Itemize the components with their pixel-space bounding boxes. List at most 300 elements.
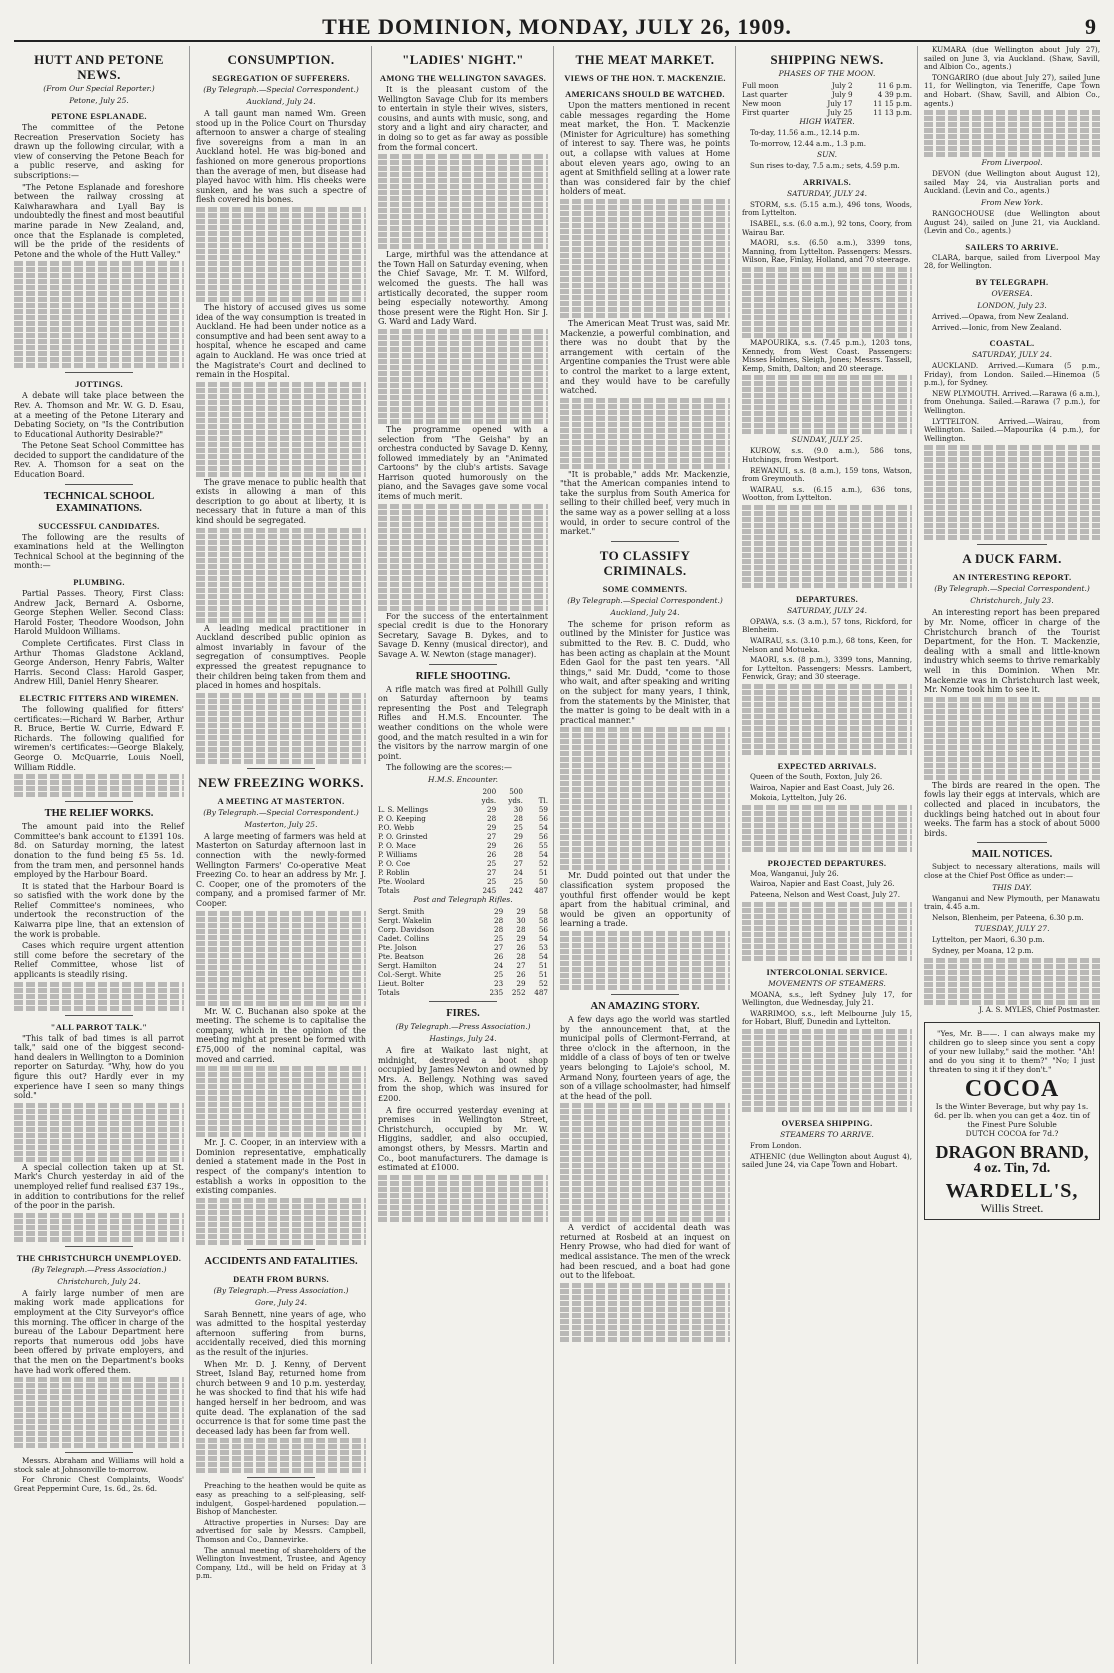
- row-value: 28: [487, 813, 497, 823]
- table-row: [378, 907, 548, 916]
- row-value: 26: [487, 849, 497, 859]
- table-row: [378, 823, 548, 832]
- row-label: P. O. Coe: [378, 858, 411, 868]
- article-paragraph: When Mr. D. J. Kenny, of Dervent Street, Island Bay, returned home from church between 9 and 10 p.m. yesterday, he was shocked to find that his wife had hanged herself in her bedroom, and was quite dead. The explanation of the sad occurrence is that for some time past the deceased lady has been far from well.: [196, 1359, 366, 1436]
- row-value: 26: [494, 951, 504, 961]
- masthead-title: THE DOMINION, MONDAY, JULY 26, 1909.: [322, 14, 792, 39]
- article-paragraph: The following are the results of examinations held at the Wellington Technical School at the beginning of the month:—: [14, 532, 184, 571]
- headline-relief-works: THE RELIEF WORKS.: [44, 808, 154, 820]
- dateline: Christchurch, July 23.: [970, 596, 1054, 606]
- row-value: 245: [482, 885, 497, 895]
- row-value: 29: [513, 831, 523, 841]
- section-heading: SUCCESSFUL CANDIDATES.: [38, 520, 160, 531]
- table-row: [378, 943, 548, 952]
- shipping-entry: Pateena, Nelson and West Coast, July 27.: [750, 890, 901, 899]
- subhead: (By Telegraph.—Special Correspondent.): [203, 807, 359, 817]
- row-label: Full moon: [742, 81, 779, 90]
- row-value: 27: [487, 831, 497, 841]
- scores-table-encounter: [378, 787, 548, 895]
- row-value: 200: [482, 786, 497, 796]
- row-value: 25: [487, 876, 497, 886]
- dateline: SATURDAY, JULY 24.: [786, 188, 868, 198]
- moon-heading: PHASES OF THE MOON.: [778, 69, 876, 78]
- shipping-entry: LYTTELTON. Arrived.—Wairau, from Wellington. Sailed.—Mapourika (4 p.m.), for Wellington.: [924, 416, 1100, 443]
- section-heading: SEGREGATION OF SUFFERERS.: [212, 73, 350, 83]
- shipping-entry: Moa, Wanganui, July 26.: [750, 868, 839, 878]
- dateline: SATURDAY, JULY 24.: [971, 350, 1053, 360]
- row-label: Col.-Sergt. White: [378, 969, 441, 979]
- notice: Messrs. Abraham and Williams will hold a stock sale at Johnsonville to-morrow.: [14, 1456, 184, 1474]
- article-paragraph: Mr. J. C. Cooper, in an interview with a Dominion representative, emphatically denied a statement made in the Post in respect of the company's intention to establish a works in opposition to the existing companies.: [196, 1138, 366, 1196]
- headline-parrot-talk: "ALL PARROT TALK.": [50, 1021, 148, 1032]
- notice: For Chronic Chest Complaints, Woods' Great Peppermint Cure, 1s. 6d., 2s. 6d.: [14, 1475, 184, 1493]
- article-paragraph: "The Petone Esplanade and foreshore between the railway crossing at Kaiwharawhara and Lyall Bay is undoubtedly the finest and most beautiful marine parade in New Zealand, and, once that the Esplanade is completed, will be the pride of the residents of Petone and the whole of the Hutt Valley.": [14, 182, 185, 259]
- row-value: July 9: [831, 90, 853, 99]
- row-value: 26: [513, 840, 523, 850]
- table-row: [378, 886, 548, 895]
- table-row: [378, 916, 548, 925]
- row-label: Sergt. Hamilton: [378, 960, 437, 970]
- ad-price: 4 oz. Tin, 7d.: [973, 1161, 1051, 1177]
- row-value: 54: [538, 933, 548, 943]
- dateline: Gore, July 24.: [254, 1297, 308, 1307]
- row-value: 25: [513, 876, 523, 886]
- article-paragraph: Partial Passes. Theory, First Class: Andrew Jack, Bernard A. Osborne, George Stephen Weller. Second Class: Harold Foster, Theodore Woodson, John Harold Muldoon Williams.: [14, 589, 184, 637]
- column-2: [196, 46, 372, 1664]
- article-paragraph: The annual meeting of shareholders of the Wellington Investment, Trustee, and Agency Company, Ltd., will be held on Friday at 3 p.m.: [196, 1545, 366, 1581]
- high-water-tomorrow: To-morrow, 12.44 a.m., 1.3 p.m.: [750, 138, 867, 148]
- article-paragraph: A fairly large number of men are making work made applications for employment at the City Surveyor's office this morning. The officer in charge of the bureau of the Labour Department here reports that numerous odd jobs have been offered by private employers, and that the men on the Department's books have had work offered them.: [14, 1288, 184, 1375]
- row-value: 25: [494, 933, 504, 943]
- row-label: [378, 796, 469, 805]
- section-heading: OVERSEA SHIPPING.: [781, 1117, 873, 1128]
- mail-entry: Lyttelton, per Maori, 6.30 p.m.: [932, 935, 1045, 945]
- article-paragraph: A fire occurred yesterday evening at premises in Wellington Street, Christchurch, occupied by Mr. W. Higgins, saddler, and also occupied, amongst others, by Messrs. Martin and Co., boot manufacturers. The damage is estimated at £1000.: [378, 1105, 548, 1173]
- table-row: [378, 796, 548, 805]
- row-value: 27: [487, 867, 497, 877]
- row-label: Lieut. Bolter: [378, 978, 424, 988]
- section-heading: DEATH FROM BURNS.: [233, 1273, 329, 1284]
- row-label: P. O. Keeping: [378, 813, 426, 823]
- table-row: [378, 868, 548, 877]
- shipping-entry: Arrived.—Opawa, from New Zealand.: [932, 311, 1069, 321]
- table-title: Post and Telegraph Rifles.: [413, 894, 513, 904]
- article-paragraph: A leading medical practitioner in Auckland described public opinion as almost invariably in favour of the segregation of consumptives. People expressed the greatest repugnance to their children being taken from them and placed in homes and hospitals.: [196, 623, 366, 691]
- shipping-entry: OPAWA, s.s. (3 a.m.), 57 tons, Rickford, for Blenheim.: [742, 616, 912, 635]
- table-row: [378, 805, 548, 814]
- row-label: P. Roblin: [378, 867, 410, 877]
- section-heading: SAILERS TO ARRIVE.: [965, 241, 1059, 252]
- subhead: OVERSEA.: [991, 288, 1033, 298]
- shipping-entry: CLARA, barque, sailed from Liverpool May 28, for Wellington.: [924, 252, 1100, 271]
- article-paragraph: "It is probable," adds Mr. Mackenzie, "that the American companies intend to take the surplus from South America for selling to their chilled beef, very much in the same way as a power selling at a loss would, in order to secure control of the market.": [560, 469, 730, 537]
- shipping-entry: AUCKLAND. Arrived.—Kumara (5 p.m., Friday), from London. Sailed.—Hinemoa (5 p.m.), for Sydney.: [924, 361, 1100, 388]
- article-paragraph: The scheme for prison reform as outlined by the Minister for Justice was submitted to the Rev. B. C. Dudd, who has been acting as chaplain at the Mount Eden Gaol for the past ten years. "All things," said Mr. Dudd, "come to those who wait, and after speaking and writing on the subject for many years, I think, from the statements by the Minister, that the matter is going to be dealt with in a practical manner.": [560, 619, 730, 725]
- section-heading: BY TELEGRAPH.: [975, 276, 1049, 287]
- column-3: [378, 46, 554, 1664]
- section-heading: ELECTRIC FITTERS AND WIREMEN.: [19, 692, 179, 703]
- section-heading: PROJECTED DEPARTURES.: [767, 857, 887, 868]
- row-value: 51: [538, 960, 548, 970]
- moon-table: [742, 81, 912, 117]
- mail-entry: Nelson, Blenheim, per Pateena, 6.30 p.m.: [932, 912, 1084, 922]
- shipping-entry: KUMARA (due Wellington about July 27), sailed on June 3, via Auckland. (Shaw, Savill, and Albion Co., agents.): [924, 46, 1100, 72]
- article-paragraph: A few days ago the world was startled by the announcement that, at the municipal polls of Clermont-Ferrand, at three o'clock in the afternoon, in the middle of a class of boys of ten or twelve years belonging to Lajoie's school, M. Armand Nony, fourteen years of age, the son of a village schoolmaster, had himself at the head of the poll.: [560, 1014, 730, 1101]
- article-paragraph: "This talk of bad times is all parrot talk," said one of the biggest second-hand dealers in Wellington to a Dominion reporter on Saturday. "Why, how do you figure this out? Hardly ever in my experience have I seen so many things sold.": [14, 1033, 184, 1101]
- row-label: Corp. Davidson: [378, 924, 435, 934]
- row-value: 500: [509, 786, 523, 796]
- article-paragraph: A verdict of accidental death was returned at Rosbeid at an inquest on Henry Prowse, who had died for want of medical assistance. The men of the wreck had been rescued, and a boat had gone out to the lifeboat.: [560, 1223, 730, 1281]
- row-label: [378, 787, 469, 796]
- headline-ladies-night: "LADIES' NIGHT.": [402, 52, 524, 67]
- row-value: yds.: [481, 795, 497, 805]
- mail-entry: Sydney, per Moana, 12 p.m.: [932, 945, 1034, 955]
- ad-cocoa: COCOA: [964, 1076, 1060, 1103]
- article-paragraph: Preaching to the heathen would be quite as easy as preaching to a self-pleasing, self-indulgent, Gospel-hardened population.—Bishop of Manchester.: [196, 1481, 366, 1517]
- article-paragraph: A tall gaunt man named Wm. Green stood up in the Police Court on Thursday afternoon to answer a charge of stealing five sovereigns from a man in an Auckland hotel. He was big-boned and fashioned on more generous proportions than the average of men, but disease had played havoc with him. His cheeks were sunken, and he was such a spectre of flesh covered his bones.: [196, 109, 366, 205]
- section-heading: EXPECTED ARRIVALS.: [777, 761, 877, 772]
- row-value: 51: [538, 969, 548, 979]
- row-value: 59: [538, 804, 548, 814]
- article-paragraph: For the success of the entertainment special credit is due to the Honorary Secretary, Savage B. Dykes, and to Savage D. Kenny (musical director), and Savage A. W. Newton (stage manager).: [378, 611, 548, 660]
- headline-duck-farm: A DUCK FARM.: [962, 551, 1062, 567]
- subhead: (By Telegraph.—Special Correspondent.): [934, 584, 1090, 594]
- row-value: 28: [516, 924, 526, 934]
- table-title: H.M.S. Encounter.: [428, 774, 498, 784]
- article-paragraph: Complete Certificates. First Class in Arthur Thomas Gladstone Ackland, George Anderson, Henry Fabris, Walter Harris. Second Class: Harold Gasper, Andrew Hill, Daniel Henry Shearer.: [14, 639, 184, 687]
- shipping-entry: WAIRAU, s.s. (3.10 p.m.), 68 tons, Keen, for Nelson and Motueka.: [742, 636, 912, 654]
- row-value: 54: [538, 822, 548, 832]
- row-value: July 2: [831, 81, 853, 90]
- article-paragraph: The history of accused gives us some idea of the way consumption is treated in Auckland. He had been under notice as a consumptive and had been sent away to a hospital, whence he escaped and came again to Auckland. He was once tried at the Magistrate's Court and declined to remain in the Hospital.: [196, 302, 366, 380]
- section-heading: PLUMBING.: [73, 577, 125, 588]
- article-paragraph: Mr. W. C. Buchanan also spoke at the meeting. The scheme is to capitalise the company, which in the opinion of the meeting might at present be formed with £75,000 of the nominal capital, was moved and carried.: [196, 1006, 366, 1064]
- table-row: [378, 925, 548, 934]
- subhead: (From Our Special Reporter.): [43, 84, 155, 93]
- article-paragraph: Attractive properties in Nurses: Day are advertised for sale by Messrs. Campbell, Thomson and Co., Dannevirke.: [196, 1517, 366, 1544]
- table-row: [378, 988, 548, 997]
- dateline: Petone, July 25.: [69, 96, 129, 105]
- table-row: [378, 832, 548, 841]
- table-row: [378, 934, 548, 943]
- table-row: [378, 961, 548, 970]
- row-value: 235: [489, 987, 504, 997]
- ad-line: Is the Winter Beverage, but why pay 1s. 6d. per lb. when you can get a 4oz. tin of the Finest Pure Soluble: [934, 1102, 1090, 1130]
- dateline: SUNDAY, JULY 25.: [791, 435, 863, 445]
- article-paragraph: The American Meat Trust was, said Mr. Mackenzie, a powerful combination, and there was no doubt that by the arrangement with certain of the Argentine companies the Trust were able to control the market to a large extent, and they would have to be carefully watched.: [560, 318, 730, 396]
- row-value: July 25: [827, 108, 853, 117]
- article-paragraph: A special collection taken up at St. Mark's Church yesterday in aid of the unemployed relief fund realised £37 19s., in addition to contributions for the relief of the poor in the parish.: [14, 1162, 184, 1211]
- shipping-entry: TONGARIRO (due about July 27), sailed June 11, for Wellington, via Teneriffe, Cape Town and Hobart. (Shaw, Savill, and Albion Co., agents.): [924, 72, 1100, 108]
- row-value: 29: [487, 804, 497, 814]
- row-value: 52: [538, 978, 548, 988]
- shipping-entry: MAPOURIKA, s.s. (7.45 p.m.), 1203 tons, Kennedy, from West Coast. Passengers: Misses Holmes, Sleigh, Jones; Messrs. Tassell, Kemp, Smith, Dalton; and 20 steerage.: [742, 337, 912, 373]
- dateline: Masterton, July 25.: [244, 819, 318, 829]
- article-paragraph: The birds are reared in the open. The fowls lay their eggs at intervals, which are collected and placed in incubators, the ducklings being hatched out in about four weeks. The farm has a stock of about 5000 birds.: [924, 780, 1100, 838]
- subhead: (By Telegraph.—Special Correspondent.): [203, 85, 359, 94]
- section-heading: DEPARTURES.: [795, 593, 859, 604]
- row-value: 26: [516, 942, 526, 952]
- subhead: (By Telegraph.—Press Association.): [395, 1021, 531, 1031]
- row-value: 29: [487, 822, 497, 832]
- row-value: 28: [494, 915, 504, 925]
- article-paragraph: The programme opened with a selection from "The Geisha" by an orchestra conducted by Savage D. Kenny, followed immediately by an "Animated Cartoons" by the club's artists. Savage Harrison quoted humorously on the piano, and the Savages gave some vocal items of much merit.: [378, 424, 548, 502]
- shipping-entry: Wairoa, Napier and East Coast, July 26.: [750, 879, 895, 889]
- row-value: 30: [516, 915, 526, 925]
- row-value: 56: [538, 813, 548, 823]
- article-paragraph: Mr. Dudd pointed out that under the classification system proposed the youthful first offender would be kept apart from the habitual criminal, and would be given an opportunity of learning a trade.: [560, 871, 730, 929]
- row-value: yds.: [508, 795, 523, 805]
- row-value: 27: [494, 942, 504, 952]
- ad-dragon-brand: DRAGON BRAND,: [935, 1142, 1089, 1163]
- row-value: 29: [494, 906, 504, 916]
- table-row: [378, 850, 548, 859]
- table-note: The following are the scores:—: [386, 763, 512, 773]
- headline-shipping-news: SHIPPING NEWS.: [770, 52, 884, 67]
- article-paragraph: A rifle match was fired at Polhill Gully on Saturday afternoon by teams representing the Post and Telegraph Rifles and H.M.S. Encounter. The weather conditions on the whole were good, and the match resulted in a win for the visitors by the narrow margin of one point.: [378, 684, 548, 761]
- ad-wardells: WARDELL'S,: [945, 1179, 1079, 1202]
- ad-street: Willis Street.: [980, 1200, 1044, 1215]
- shipping-entry: Queen of the South, Foxton, July 26.: [750, 772, 883, 782]
- column-1: [14, 46, 190, 1664]
- mail-signature: J. A. S. MYLES, Chief Postmaster.: [978, 1004, 1100, 1014]
- table-row: [378, 979, 548, 988]
- section-heading: VIEWS OF THE HON. T. MACKENZIE.: [564, 73, 726, 83]
- headline-technical-school: TECHNICAL SCHOOL EXAMINATIONS.: [43, 490, 155, 514]
- row-value: 28: [513, 849, 523, 859]
- headline-mail-notices: MAIL NOTICES.: [971, 849, 1053, 861]
- headline-freezing-works: NEW FREEZING WORKS.: [198, 774, 364, 790]
- row-value: 26: [516, 969, 526, 979]
- column-4: [560, 46, 736, 1664]
- shipping-entry: Wairoa, Napier and East Coast, July 26.: [750, 782, 895, 792]
- headline-christchurch-unemployed: THE CHRISTCHURCH UNEMPLOYED.: [16, 1252, 182, 1263]
- shipping-entry: MOANA, s.s., left Sydney July 17, for Wellington, due Wednesday, July 21.: [742, 989, 912, 1008]
- row-value: 58: [538, 906, 548, 916]
- article-paragraph: The Petone Seat School Committee has decided to support the candidature of the Rev. A. Thomson for a seat on the Education Board.: [14, 441, 184, 480]
- table-row: [378, 841, 548, 850]
- column-6: [924, 46, 1100, 1664]
- row-value: 25: [513, 822, 523, 832]
- row-value: 29: [487, 840, 497, 850]
- row-label: P. O. Grinsted: [378, 831, 428, 841]
- row-value: 29: [516, 906, 526, 916]
- shipping-entry: From London.: [750, 1140, 802, 1150]
- row-value: 487: [534, 885, 548, 895]
- row-label: Totals: [378, 885, 400, 895]
- table-row: [742, 90, 912, 99]
- row-value: 23: [494, 978, 504, 988]
- article-paragraph: The amount paid into the Relief Committee's bank account to £1391 10s. 8d. on Saturday morning, the latest donation to the fund being £5 5s. 1d. from the tram men, and personnel hands employed by the Harbour Board.: [14, 822, 184, 880]
- dateline: Auckland, July 24.: [246, 97, 316, 106]
- article-paragraph: The committee of the Petone Recreation Preservation Society has drawn up the following circular, with a view of conserving the Petone Beach for a public reserve, and asking for subscriptions:—: [14, 123, 184, 180]
- row-value: July 17: [827, 99, 853, 108]
- row-value: 27: [513, 858, 523, 868]
- headline-meat-market: THE MEAT MARKET.: [575, 52, 715, 67]
- dateline: LONDON, July 23.: [977, 300, 1047, 310]
- shipping-entry: DEVON (due Wellington about August 12), sailed May 24, via Australian ports and Auckland. (Levin and Co., agents.): [924, 169, 1100, 196]
- section-heading: A MEETING AT MASTERTON.: [217, 795, 345, 806]
- dateline: Auckland, July 24.: [610, 607, 680, 617]
- row-label: Pte. Beatson: [378, 951, 424, 961]
- shipping-entry: ATHENIC (due Wellington about August 4), sailed June 24, via Cape Town and Hobart.: [742, 1151, 912, 1170]
- table-row: [378, 970, 548, 979]
- shipping-entry: RANGOCHOUSE (due Wellington about August 24), sailed on June 21, via Auckland. (Levin and Co., agents.): [924, 208, 1100, 236]
- row-label: Pte. Jolson: [378, 942, 417, 952]
- table-row: [378, 877, 548, 886]
- shipping-entry: REWANUI, s.s. (8 a.m.), 159 tons, Watson, from Greymouth.: [742, 465, 912, 484]
- table-row: [378, 814, 548, 823]
- table-row: [378, 787, 548, 796]
- row-value: 29: [516, 933, 526, 943]
- section-heading: PETONE ESPLANADE.: [51, 111, 147, 121]
- row-value: 30: [513, 804, 523, 814]
- mail-entry: Wanganui and New Plymouth, per Manawatu train, 4.45 a.m.: [924, 893, 1100, 912]
- article-paragraph: An interesting report has been prepared by Mr. Nome, officer in charge of the Christchurch branch of the Tourist Department, for the Hon. T. Mackenzie, dealing with a small and little-known industry which seems to thrive remarkably well in this Dominion. When Mr. Mackenzie was in Christchurch last week, Mr. Nome took him to see it.: [924, 608, 1100, 695]
- article-paragraph: A fire at Waikato last night, at midnight, destroyed a boot shop occupied by James Newton and owned by Mrs. A. Bellengy. Nothing was saved from the shop, which was insured for £200.: [378, 1045, 548, 1103]
- headline-consumption: CONSUMPTION.: [227, 52, 335, 67]
- article-paragraph: The following qualified for fitters' certificates:—Richard W. Barber, Arthur R. Bruce, Bertie W. Currie, Edward F. Richards. The following qualified for wiremen's certificates:—George Blakely, George O. McQuarrie, Louis Noell, William Riddle.: [14, 704, 184, 772]
- shipping-entry: ISABEL, s.s. (6.0 a.m.), 92 tons, Coory, from Wairau Bar.: [742, 218, 912, 237]
- row-value: 25: [487, 858, 497, 868]
- page-number: 9: [1085, 14, 1096, 39]
- article-paragraph: Upon the matters mentioned in recent cable messages regarding the Home meat market, the Hon. T. Mackenzie (Minister for Agriculture) has something of interest to say. There was, he points out, a collapse with values at Home about eleven years ago, owing to an agent at Smithfield selling at a lower rate than was considered fair by the chief holders of meat.: [560, 101, 730, 197]
- row-value: 24: [513, 867, 523, 877]
- row-value: 242: [509, 885, 523, 895]
- dateline: Christchurch, July 24.: [57, 1276, 141, 1286]
- row-value: 252: [511, 987, 526, 997]
- article-paragraph: It is the pleasant custom of the Wellington Savage Club for its members to entertain in style their wives, sisters, cousins, and aunts with music, song, and story and a light and airy character, and in doing so to get as far away as possible from the formal concert.: [378, 85, 548, 152]
- row-value: 52: [538, 858, 548, 868]
- row-value: 11 15 p.m.: [873, 99, 912, 108]
- row-value: 58: [538, 915, 548, 925]
- headline-accidents: ACCIDENTS AND FATALITIES.: [204, 1255, 358, 1267]
- shipping-entry: NEW PLYMOUTH. Arrived.—Rarawa (6 a.m.), from Onehunga. Sailed.—Rarawa (7 p.m.), for Wellington.: [924, 388, 1100, 416]
- section-heading: AMONG THE WELLINGTON SAVAGES.: [379, 73, 547, 83]
- row-value: 11 13 p.m.: [873, 108, 912, 117]
- row-value: Tl.: [538, 795, 548, 805]
- row-value: 56: [538, 831, 548, 841]
- row-value: 29: [516, 978, 526, 988]
- row-value: 487: [534, 987, 548, 997]
- row-value: 53: [538, 942, 548, 952]
- row-label: Sergt. Smith: [378, 906, 425, 916]
- mail-entry: Subject to necessary alterations, mails will close at the Chief Post Office as under:—: [924, 862, 1100, 880]
- table-row: [742, 81, 912, 90]
- dateline: Hastings, July 24.: [429, 1033, 497, 1043]
- section-heading: INTERCOLONIAL SERVICE.: [766, 966, 888, 977]
- row-label: Sergt. Wakelin: [378, 915, 432, 925]
- row-value: 56: [538, 924, 548, 934]
- shipping-entry: Mokoia, Lyttelton, July 26.: [750, 793, 847, 803]
- row-label: P. O. Mace: [378, 840, 416, 850]
- row-value: 51: [538, 867, 548, 877]
- row-label: First quarter: [742, 108, 790, 117]
- dateline: TUESDAY, JULY 27.: [974, 924, 1050, 934]
- row-label: P. Williams: [378, 849, 418, 859]
- column-5: [742, 46, 918, 1664]
- row-label: Pte. Woolard: [378, 876, 425, 886]
- row-label: P.O. Webb: [378, 822, 414, 832]
- subhead: MOVEMENTS OF STEAMERS.: [768, 978, 886, 988]
- dateline: SATURDAY, JULY 24.: [786, 605, 868, 615]
- row-value: 55: [538, 840, 548, 850]
- article-paragraph: A large meeting of farmers was held at Masterton on Saturday afternoon last in connection with the newly-formed Wellington Farmers' Co-operative Meat Freezing Co. to hear an address by Mr. J. C. Cooper, one of the promoters of the company, and a promised farmer of Mr. Cooper.: [196, 831, 366, 908]
- subhead: (By Telegraph.—Press Association.): [213, 1285, 349, 1295]
- shipping-entry: WAIRAU, s.s. (6.15 a.m.), 636 tons, Wootton, from Lyttelton.: [742, 484, 912, 503]
- subhead: (By Telegraph.—Press Association.): [31, 1264, 167, 1274]
- row-value: 54: [538, 951, 548, 961]
- row-value: 24: [494, 960, 504, 970]
- article-paragraph: It is stated that the Harbour Board is so satisfied with the work done by the Relief Committee's nominees, who undertook the reconstruction of the Kaiwarra pipe line, that an extension of the work is probable.: [14, 881, 184, 939]
- section-heading: AMERICANS SHOULD BE WATCHED.: [565, 89, 725, 99]
- masthead: [14, 14, 1100, 42]
- row-value: 50: [538, 876, 548, 886]
- article-paragraph: Sarah Bennett, nine years of age, who was admitted to the hospital yesterday afternoon suffering from burns, accidentally received, died this morning as the result of the injuries.: [196, 1309, 366, 1358]
- row-value: [523, 787, 548, 796]
- headline-jottings: JOTTINGS.: [75, 379, 123, 390]
- columns: [14, 46, 1100, 1664]
- headline-fires: FIRES.: [446, 1007, 480, 1019]
- section-heading: SOME COMMENTS.: [602, 583, 688, 594]
- high-water-today: To-day, 11.56 a.m., 12.14 p.m.: [750, 128, 860, 137]
- shipping-entry: MAORI, s.s. (6.50 a.m.), 3399 tons, Manning, from Lyttelton. Passengers: Messrs. Wilson, Rae, Finlay, Holland, and 70 steerage.: [742, 238, 912, 265]
- row-value: 27: [516, 960, 526, 970]
- headline-classify-criminals: TO CLASSIFY CRIMINALS.: [599, 547, 691, 578]
- cocoa-advertisement: [924, 1022, 1100, 1220]
- table-row: [378, 859, 548, 868]
- headline-hutt-petone: HUTT AND PETONE NEWS.: [34, 52, 164, 82]
- row-value: 11 6 p.m.: [877, 81, 912, 90]
- row-value: 4 39 p.m.: [877, 90, 912, 99]
- dateline: THIS DAY.: [992, 882, 1032, 892]
- subhead: STEAMERS TO ARRIVE.: [780, 1129, 874, 1139]
- row-label: L. S. Mellings: [378, 804, 429, 814]
- table-row: [742, 99, 912, 108]
- row-value: 28: [513, 813, 523, 823]
- subhead: From Liverpool.: [981, 158, 1043, 168]
- ad-line: DUTCH COCOA for 7d.?: [965, 1129, 1059, 1139]
- row-label: Last quarter: [742, 90, 788, 99]
- shipping-entry: WARRIMOO, s.s., left Melbourne July 15, for Hobart, Bluff, Dunedin and Lyttelton.: [742, 1008, 912, 1027]
- section-heading: COASTAL.: [989, 338, 1035, 349]
- shipping-entry: Arrived.—Ionic, from New Zealand.: [932, 322, 1062, 332]
- subhead: (By Telegraph.—Special Correspondent.): [567, 595, 723, 605]
- table-row: [378, 952, 548, 961]
- scores-table-post-telegraph: [378, 907, 548, 997]
- high-water-heading: HIGH WATER.: [799, 117, 855, 126]
- section-heading: AN INTERESTING REPORT.: [952, 572, 1072, 583]
- row-value: 54: [538, 849, 548, 859]
- headline-rifle-shooting: RIFLE SHOOTING.: [415, 670, 511, 682]
- article-paragraph: Cases which require urgent attention still come before the secretary of the Relief Committee, whose list of applicants is steadily rising.: [14, 941, 184, 980]
- sun-times: Sun rises to-day, 7.5 a.m.; sets, 4.59 p.m.: [750, 161, 900, 171]
- shipping-entry: MAORI, s.s. (8 p.m.), 3399 tons, Manning, for Lyttelton. Passengers: Messrs. Lambert, Fenwick, Gray; and 30 steerage.: [742, 655, 912, 682]
- article-paragraph: A debate will take place between the Rev. A. Thomson and Mr. W. G. D. Esau, at a meeting of the Petone Literary and Debating Society, on "Is the Contribution to Educational Authority Desirable?": [14, 391, 184, 439]
- section-heading: ARRIVALS.: [802, 176, 852, 187]
- row-label: Cadet. Collins: [378, 933, 430, 943]
- headline-amazing-story: AN AMAZING STORY.: [590, 1000, 700, 1012]
- row-value: 28: [494, 924, 504, 934]
- row-value: 25: [494, 969, 504, 979]
- row-value: 28: [516, 951, 526, 961]
- shipping-entry: KUROW, s.s. (9.0 a.m.), 586 tons, Hutchings, from Westport.: [742, 446, 912, 464]
- row-label: Totals: [378, 987, 400, 997]
- article-paragraph: Large, mirthful was the attendance at the Town Hall on Saturday evening, when the Chief Savage, Mr. T. M. Wilford, welcomed the guests. The hall was artistically decorated, the supper room being especially noteworthy. Among those present were the Right Hon. Sir J. G. Ward and Lady Ward.: [378, 250, 548, 327]
- article-paragraph: The grave menace to public health that exists in allowing a man of this description to go about at liberty, it is necessary that in future a man of this kind should be segregated.: [196, 477, 366, 526]
- row-label: New moon: [742, 99, 782, 108]
- ad-quote: "Yes, Mr. B——. I can always make my children go to sleep since you sent a copy of your new lullaby," said the mother. "Ah! and do you sing it to them?" "No; I just threaten to sing it if they don't.": [929, 1029, 1095, 1075]
